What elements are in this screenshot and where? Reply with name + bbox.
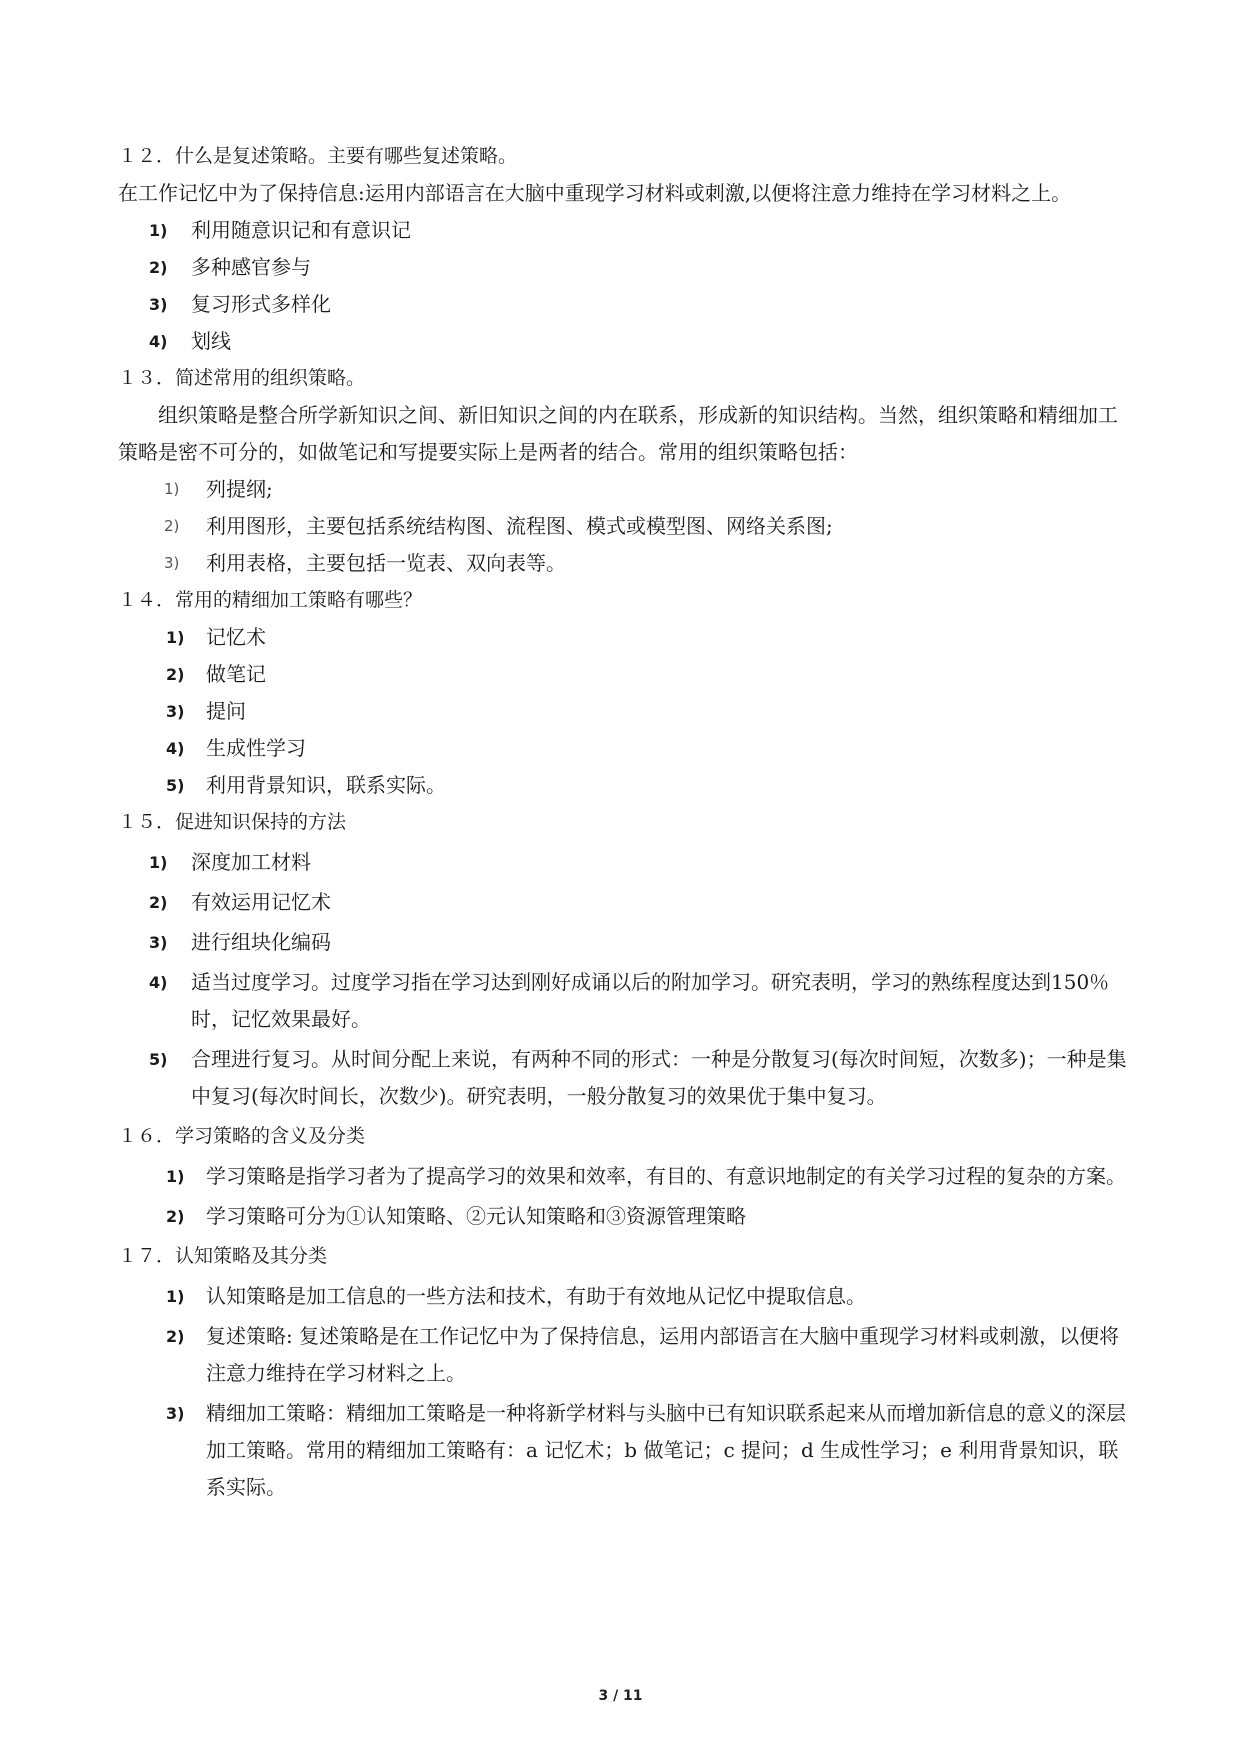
list-number: 2) [166, 1207, 185, 1226]
list-text: 提问 [206, 699, 246, 723]
list-item [118, 545, 1130, 582]
list-number: 2) [149, 258, 168, 277]
page-number: 3 / 11 [598, 1688, 643, 1704]
question-13-answer-paragraph: 组织策略是整合所学新知识之间、新旧知识之间的内在联系，形成新的知识结构。当然，组织策略和精细加工策略是密不可分的，如做笔记和写提要实际上是两者的结合。常用的组织策略包括： [118, 403, 1118, 464]
list-text: 精细加工策略：精细加工策略是一种将新学材料与头脑中已有知识联系起来从而增加新信息的意义的深层加工策略。常用的精细加工策略有：a 记忆术；b 做笔记；c 提问；d 生成性学习；e 利用背景知识，联系实际。 [206, 1401, 1126, 1499]
question-15-heading: １５．促进知识保持的方法 [118, 811, 347, 833]
question-14-heading: １４．常用的精细加工策略有哪些？ [118, 589, 423, 611]
list-text: 适当过度学习。过度学习指在学习达到刚好成诵以后的附加学习。研究表明，学习的熟练程度达到150％时，记忆效果最好。 [191, 970, 1110, 1031]
list-item [118, 884, 1130, 921]
list-text: 做笔记 [206, 662, 266, 686]
list-item [118, 1318, 1130, 1392]
list-number: 1) [149, 853, 168, 872]
list-item [118, 1395, 1130, 1506]
list-text: 生成性学习 [206, 736, 306, 760]
list-number: 5) [149, 1050, 168, 1069]
list-number: 1) [166, 1287, 185, 1306]
list-text: 复述策略: 复述策略是在工作记忆中为了保持信息，运用内部语言在大脑中重现学习材料或刺激，以便将注意力维持在学习材料之上。 [206, 1324, 1120, 1385]
question-16-heading: １６．学习策略的含义及分类 [118, 1125, 366, 1147]
list-number: 2) [164, 517, 180, 535]
question-12-heading: １２．什么是复述策略。主要有哪些复述策略。 [118, 145, 518, 167]
list-number: 1) [164, 480, 180, 498]
list-item [118, 730, 1130, 767]
list-item [118, 619, 1130, 656]
list-number: 2) [166, 665, 185, 684]
list-item [118, 1158, 1130, 1195]
list-number: 2) [166, 1327, 185, 1346]
list-number: 4) [149, 332, 168, 351]
list-item [118, 249, 1130, 286]
list-number: 3) [149, 933, 168, 952]
question-17-heading: １７．认知策略及其分类 [118, 1245, 328, 1267]
list-item [118, 1041, 1130, 1115]
list-item [118, 844, 1130, 881]
list-number: 1) [166, 628, 185, 647]
list-text: 划线 [191, 329, 231, 353]
list-number: 5) [166, 776, 185, 795]
list-text: 利用随意识记和有意识记 [191, 218, 411, 242]
list-number: 1) [149, 221, 168, 240]
list-item [118, 1278, 1130, 1315]
list-item [118, 212, 1130, 249]
list-text: 利用图形，主要包括系统结构图、流程图、模式或模型图、网络关系图; [206, 514, 833, 538]
list-text: 学习策略可分为①认知策略、②元认知策略和③资源管理策略 [206, 1204, 746, 1228]
list-number: 3) [166, 702, 185, 721]
list-text: 深度加工材料 [191, 850, 311, 874]
list-number: 3) [149, 295, 168, 314]
list-text: 记忆术 [206, 625, 266, 649]
list-text: 合理进行复习。从时间分配上来说，有两种不同的形式：一种是分散复习(每次时间短，次数多)；一种是集中复习(每次时间长，次数少)。研究表明，一般分散复习的效果优于集中复习。 [191, 1047, 1127, 1108]
list-item [118, 767, 1130, 804]
list-item [118, 924, 1130, 961]
list-item [118, 964, 1130, 1038]
list-text: 认知策略是加工信息的一些方法和技术，有助于有效地从记忆中提取信息。 [206, 1284, 866, 1308]
list-text: 进行组块化编码 [191, 930, 331, 954]
list-number: 1) [166, 1167, 185, 1186]
page-content [118, 138, 1130, 1506]
list-number: 2) [149, 893, 168, 912]
list-item [118, 471, 1130, 508]
list-text: 有效运用记忆术 [191, 890, 331, 914]
list-number: 4) [149, 973, 168, 992]
list-item [118, 656, 1130, 693]
list-text: 列提纲; [206, 477, 273, 501]
list-number: 3) [164, 554, 180, 572]
list-text: 利用背景知识，联系实际。 [206, 773, 446, 797]
question-13-heading: １３．简述常用的组织策略。 [118, 367, 366, 389]
list-text: 多种感官参与 [191, 255, 311, 279]
list-number: 4) [166, 739, 185, 758]
list-item [118, 1198, 1130, 1235]
list-item [118, 508, 1130, 545]
list-item [118, 693, 1130, 730]
list-item [118, 323, 1130, 360]
list-item [118, 286, 1130, 323]
question-12-answer-paragraph: 在工作记忆中为了保持信息:运用内部语言在大脑中重现学习材料或刺激,以便将注意力维持在学习材料之上。 [118, 181, 1072, 205]
list-text: 利用表格，主要包括一览表、双向表等。 [206, 551, 566, 575]
list-text: 学习策略是指学习者为了提高学习的效果和效率，有目的、有意识地制定的有关学习过程的复杂的方案。 [206, 1164, 1126, 1188]
list-text: 复习形式多样化 [191, 292, 331, 316]
list-number: 3) [166, 1404, 185, 1423]
